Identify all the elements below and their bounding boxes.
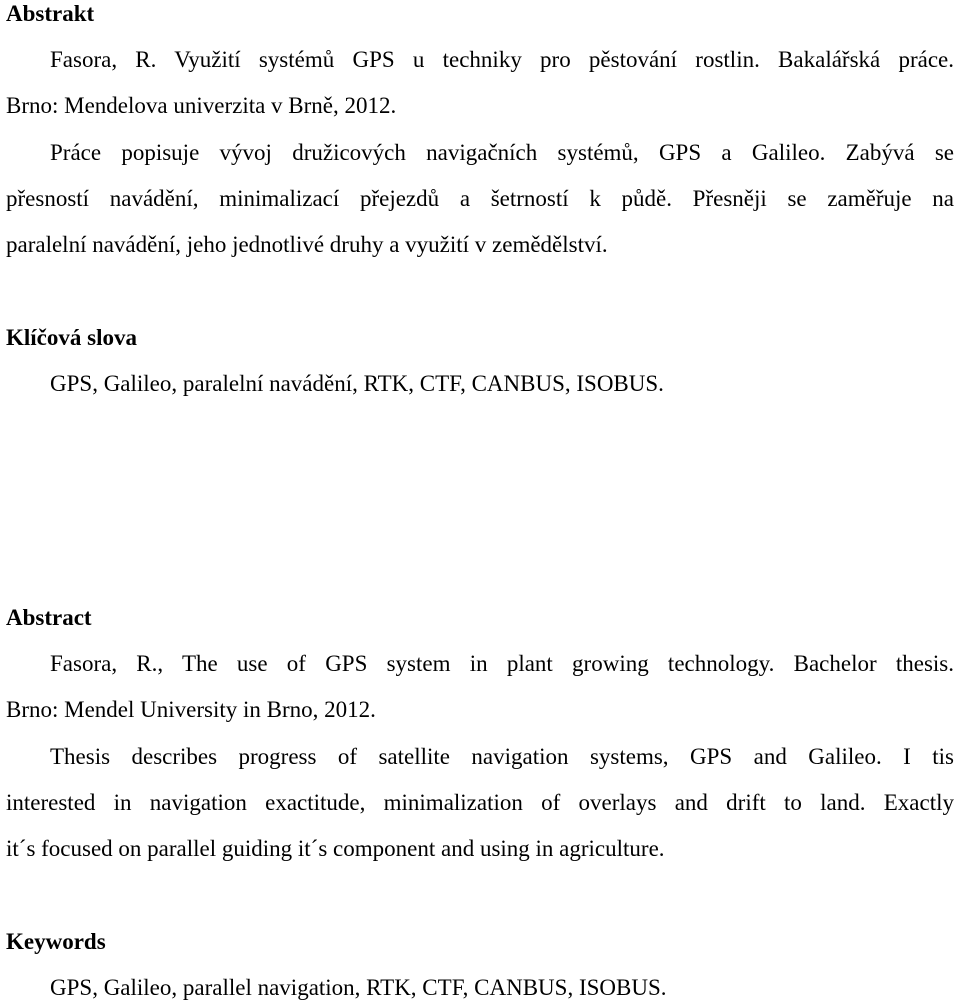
klicova-slova-text: GPS, Galileo, paralelní navádění, RTK, CTF, CANBUS, ISOBUS.	[50, 371, 664, 396]
abstrakt-body-line-2: přesností navádění, minimalizací přejezdů a šetrností k půdě. Přesněji se zaměřuje na	[6, 186, 954, 211]
abstract-citation-line-1: Fasora, R., The use of GPS system in plant growing technology. Bachelor thesis.	[50, 651, 954, 676]
abstrakt-body-line-3: paralelní navádění, jeho jednotlivé druhy a využití v zemědělství.	[6, 232, 608, 257]
abstract-body-line-3: it´s focused on parallel guiding it´s component and using in agriculture.	[6, 836, 665, 861]
abstract-heading: Abstract	[6, 605, 92, 630]
abstract-body-line-2: interested in navigation exactitude, minimalization of overlays and drift to land. Exactly	[6, 790, 954, 815]
keywords-text: GPS, Galileo, parallel navigation, RTK, CTF, CANBUS, ISOBUS.	[50, 975, 667, 1000]
abstrakt-citation-line-1: Fasora, R. Využití systémů GPS u techniky pro pěstování rostlin. Bakalářská práce.	[50, 47, 954, 72]
abstrakt-heading: Abstrakt	[6, 1, 95, 26]
abstrakt-citation-line-2: Brno: Mendelova univerzita v Brně, 2012.	[6, 93, 397, 118]
keywords-heading: Keywords	[6, 929, 106, 954]
abstract-body-line-1: Thesis describes progress of satellite navigation systems, GPS and Galileo. I tis	[50, 744, 954, 769]
abstrakt-body-line-1: Práce popisuje vývoj družicových navigačních systémů, GPS a Galileo. Zabývá se	[50, 140, 954, 165]
abstract-citation-line-2: Brno: Mendel University in Brno, 2012.	[6, 697, 376, 722]
klicova-slova-heading: Klíčová slova	[6, 325, 137, 350]
